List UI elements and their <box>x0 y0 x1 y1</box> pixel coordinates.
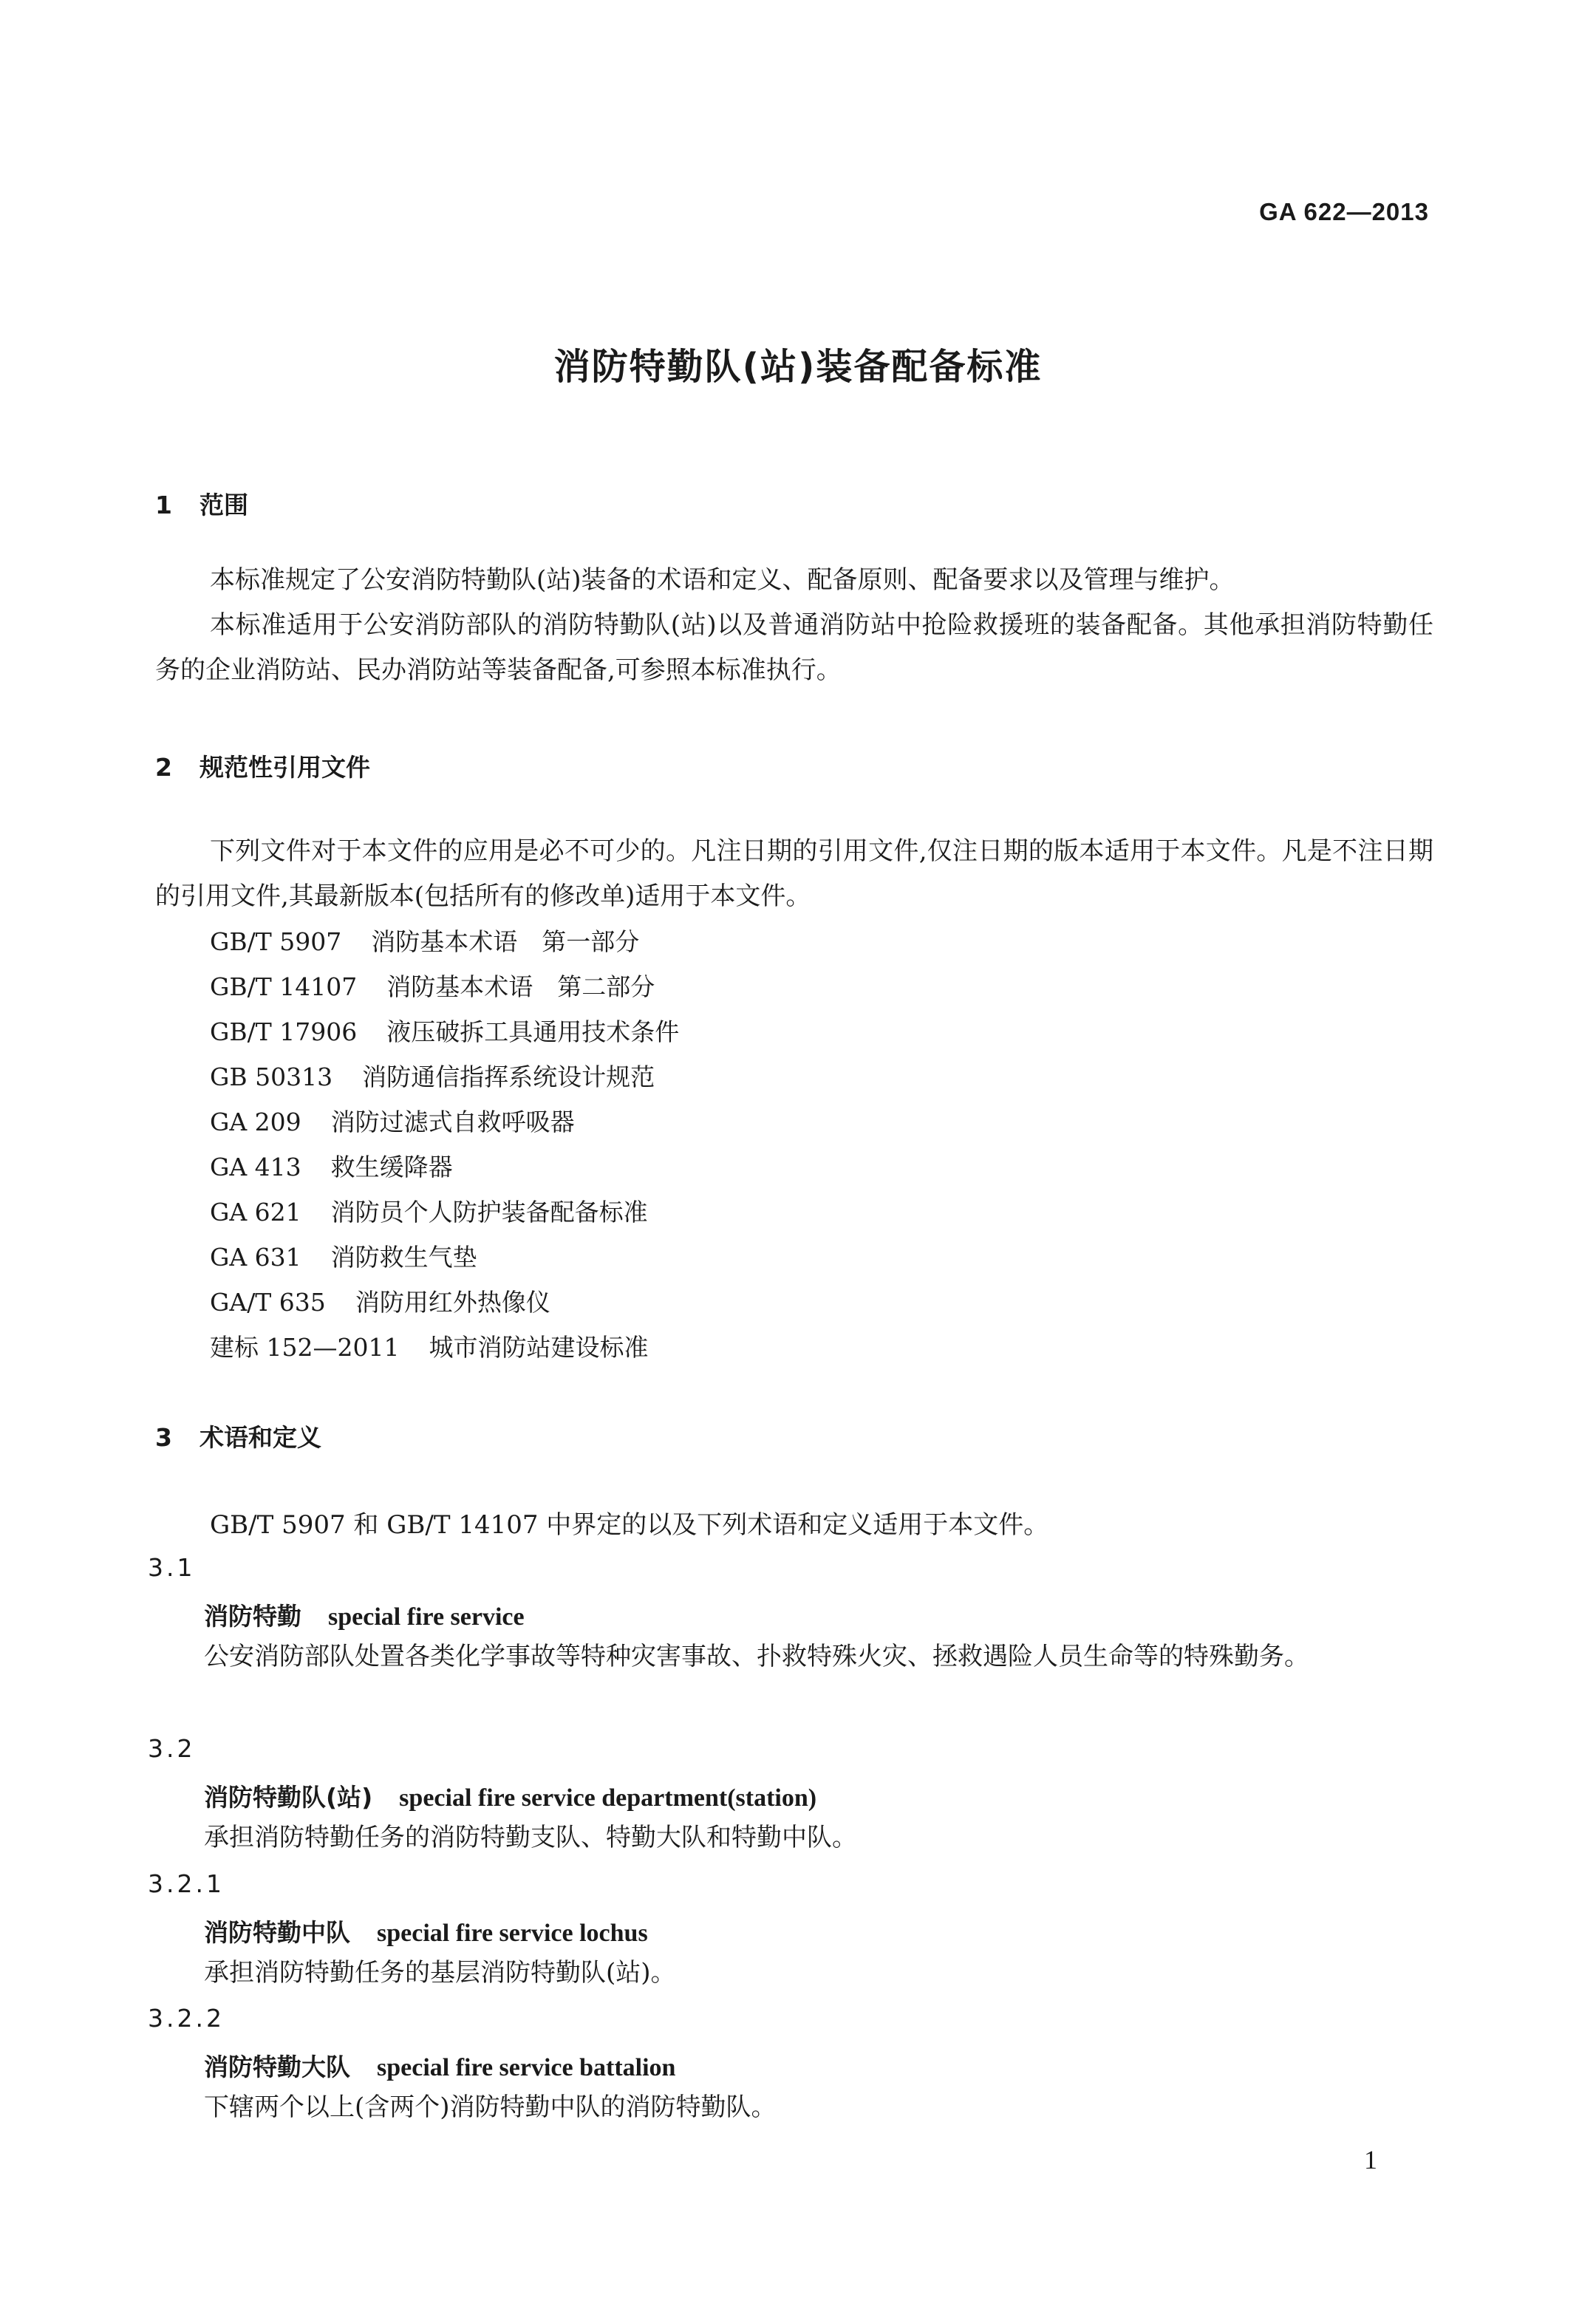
term-definition: 承担消防特勤任务的消防特勤支队、特勤大队和特勤中队。 <box>204 1823 857 1852</box>
term-number: 3.1 <box>148 1553 196 1582</box>
section-title: 规范性引用文件 <box>200 753 370 782</box>
reference-code: GB/T 14107 <box>210 972 358 1001</box>
reference-code: GA 631 <box>210 1243 301 1272</box>
terms-intro: GB/T 5907 和 GB/T 14107 中界定的以及下列术语和定义适用于本文件。 <box>210 1510 1049 1540</box>
section-title: 范围 <box>200 491 248 519</box>
section-heading-scope <box>155 486 248 521</box>
section-title: 术语和定义 <box>200 1423 321 1452</box>
reference-title: 救生缓降器 <box>330 1153 453 1181</box>
term-number: 3.2.1 <box>148 1869 225 1898</box>
term-heading <box>204 1914 648 1948</box>
reference-code: GA/T 635 <box>210 1288 326 1317</box>
reference-title: 消防用红外热像仪 <box>355 1288 550 1317</box>
term-definition: 承担消防特勤任务的基层消防特勤队(站)。 <box>204 1958 676 1988</box>
term-heading <box>204 1597 525 1632</box>
reference-code: GB/T 5907 <box>210 927 342 956</box>
term-english: special fire service <box>328 1603 525 1631</box>
reference-item <box>210 1280 679 1325</box>
reference-item <box>210 964 679 1009</box>
reference-title: 城市消防站建设标准 <box>429 1333 649 1362</box>
normative-intro: 下列文件对于本文件的应用是必不可少的。凡注日期的引用文件,仅注日期的版本适用于本文件。凡是不注日期的引用文件,其最新版本(包括所有的修改单)适用于本文件。 <box>155 836 1433 911</box>
term-definition: 下辖两个以上(含两个)消防特勤中队的消防特勤队。 <box>204 2092 777 2122</box>
reference-item <box>210 1054 679 1099</box>
reference-title: 消防基本术语 第二部分 <box>386 972 655 1001</box>
reference-code: GA 413 <box>210 1153 301 1181</box>
reference-item <box>210 1235 679 1280</box>
term-english: special fire service battalion <box>377 2054 676 2081</box>
reference-code: GA 621 <box>210 1198 301 1227</box>
reference-code: GB 50313 <box>210 1062 333 1091</box>
term-chinese: 消防特勤队(站) <box>204 1783 373 1812</box>
scope-paragraph-2: 本标准适用于公安消防部队的消防特勤队(站)以及普通消防站中抢险救援班的装备配备。其他承担消防特勤任务的企业消防站、民办消防站等装备配备,可参照本标准执行。 <box>155 610 1433 685</box>
page-number: 1 <box>1364 2145 1377 2174</box>
reference-item <box>210 1099 679 1145</box>
term-chinese: 消防特勤中队 <box>204 1918 350 1947</box>
reference-title: 消防员个人防护装备配备标准 <box>330 1198 648 1227</box>
term-heading <box>204 1778 816 1813</box>
reference-item <box>210 1009 679 1054</box>
term-english: special fire service department(station) <box>399 1784 817 1812</box>
reference-item <box>210 1325 679 1370</box>
section-heading-terms <box>155 1419 321 1453</box>
term-english: special fire service lochus <box>377 1920 648 1947</box>
reference-title: 消防通信指挥系统设计规范 <box>362 1062 655 1091</box>
reference-title: 液压破拆工具通用技术条件 <box>386 1017 680 1046</box>
reference-title: 消防基本术语 第一部分 <box>371 927 640 956</box>
term-heading <box>204 2048 675 2083</box>
reference-code: GB/T 17906 <box>210 1017 358 1046</box>
reference-list <box>210 919 679 1370</box>
document-title: 消防特勤队(站)装备配备标准 <box>553 346 1043 388</box>
term-chinese: 消防特勤大队 <box>204 2053 350 2081</box>
term-chinese: 消防特勤 <box>204 1602 301 1631</box>
reference-item <box>210 1145 679 1190</box>
term-definition: 公安消防部队处置各类化学事故等特种灾害事故、扑救特殊火灾、拯救遇险人员生命等的特殊勤务。 <box>204 1642 1309 1671</box>
reference-item <box>210 919 679 964</box>
reference-title: 消防救生气垫 <box>330 1243 477 1272</box>
document-code: GA 622—2013 <box>1259 198 1429 225</box>
reference-code: 建标 152—2011 <box>210 1333 400 1362</box>
reference-title: 消防过滤式自救呼吸器 <box>330 1108 575 1136</box>
reference-code: GA 209 <box>210 1108 301 1136</box>
section-number: 1 <box>155 491 172 519</box>
reference-item <box>210 1190 679 1235</box>
scope-paragraph-1: 本标准规定了公安消防特勤队(站)装备的术语和定义、配备原则、配备要求以及管理与维护。 <box>210 565 1235 595</box>
section-heading-normative <box>155 748 370 783</box>
term-number: 3.2 <box>148 1734 196 1763</box>
section-number: 2 <box>155 753 172 782</box>
section-number: 3 <box>155 1423 172 1452</box>
term-number: 3.2.2 <box>148 2004 225 2033</box>
